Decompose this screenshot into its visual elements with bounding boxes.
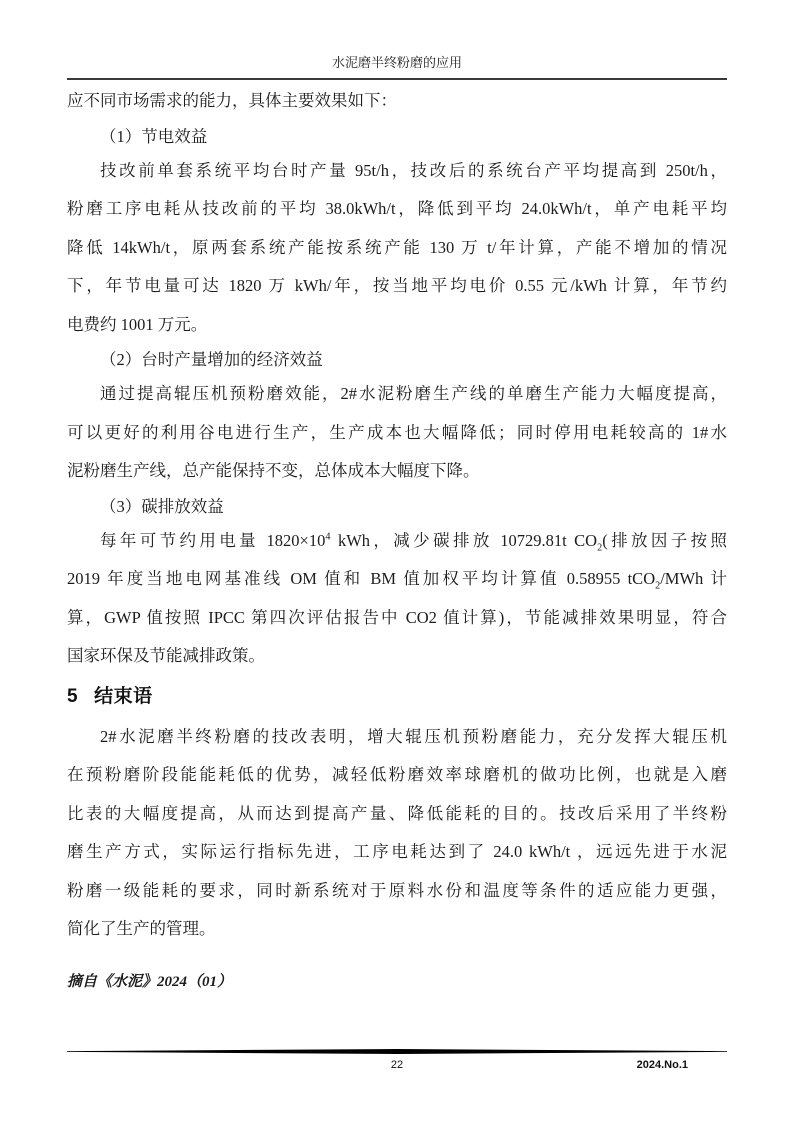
- text-line: [67, 452, 727, 491]
- issue-label: 2024.No.1: [636, 1059, 688, 1071]
- footer-rule: [67, 1049, 727, 1054]
- text-run: （3）碳排放效益: [100, 496, 224, 516]
- text-run: （2）台时产量增加的经济效益: [100, 350, 323, 369]
- text-run: 降低 14kWh/t，原两套系统产能按系统产能 130 万 t/年计算，产能不增加的情况: [67, 237, 727, 257]
- text-run: 2019 年度当地电网基准线 OM 值和 BM 值加权平均计算值 0.58955 tCO: [67, 569, 656, 588]
- subscript: 2: [597, 541, 603, 553]
- text-line: [67, 375, 727, 414]
- superscript: 4: [325, 531, 331, 542]
- text-line: [67, 910, 727, 949]
- text-line: [67, 82, 727, 121]
- paragraph: [67, 375, 727, 491]
- text-line: [67, 121, 727, 152]
- text-line: [67, 414, 727, 453]
- paragraph: [67, 152, 727, 345]
- source-note: [67, 967, 727, 997]
- text-run: kWh，减少碳排放 10729.81t CO: [330, 530, 598, 550]
- text-line: [67, 306, 727, 345]
- text-line: [67, 190, 727, 229]
- text-run: 下，年节电量可达 1820 万 kWh/年，按当地平均电价 0.55 元/kWh 计算，年节约: [67, 276, 727, 295]
- text-line: [67, 522, 727, 561]
- section-heading: [67, 676, 727, 718]
- paragraph: [67, 522, 727, 676]
- text-run: 粉磨工序电耗从技改前的平均 38.0kWh/t，降低到平均 24.0kWh/t，单产电耗平均: [67, 199, 727, 218]
- text-run: /MWh 计: [660, 569, 727, 588]
- header-rule: [67, 78, 727, 80]
- paragraph: [67, 344, 727, 375]
- page-number: 22: [390, 1059, 404, 1071]
- text-line: [67, 491, 727, 522]
- subscript: 2: [655, 580, 661, 592]
- paragraph: [67, 491, 727, 522]
- text-run: (排放因子按照: [602, 530, 727, 550]
- text-line: [67, 560, 727, 599]
- section-number: 5: [67, 685, 79, 707]
- text-line: [67, 718, 727, 757]
- text-line: [67, 795, 727, 834]
- running-title: 水泥磨半终粉磨的应用: [331, 55, 462, 70]
- section-title: 结束语: [94, 685, 153, 707]
- text-run: 2#水泥磨半终粉磨的技改表明，增大辊压机预粉磨能力，充分发挥大辊压机: [100, 726, 727, 746]
- text-line: [67, 872, 727, 911]
- text-run: 摘自《水泥》2024（01）: [67, 973, 233, 990]
- text-run: 技改前单套系统平均台时产量 95t/h，技改后的系统台产平均提高到 250t/h，: [100, 160, 727, 180]
- text-line: [67, 344, 727, 375]
- text-run: 可以更好的利用谷电进行生产，生产成本也大幅降低；同时停用电耗较高的 1#水: [67, 422, 727, 442]
- text-run: 在预粉磨阶段能能耗低的优势，减轻低粉磨效率球磨机的做功比例，也就是入磨: [67, 765, 727, 784]
- text-line: [67, 152, 727, 191]
- text-line: [67, 599, 727, 638]
- text-run: 简化了生产的管理。: [67, 919, 216, 938]
- text-line: [67, 637, 727, 676]
- page-header: [67, 54, 727, 80]
- text-run: （1）节电效益: [100, 126, 208, 146]
- article-body: [67, 82, 727, 997]
- text-line: [67, 967, 727, 997]
- text-line: [67, 229, 727, 268]
- text-line: [67, 833, 727, 872]
- text-run: 泥粉磨生产线，总产能保持不变，总体成本大幅度下降。: [67, 461, 480, 480]
- text-run: 电费约 1001 万元。: [67, 314, 208, 334]
- text-line: [67, 756, 727, 795]
- paragraph: [67, 718, 727, 949]
- text-run: 磨生产方式，实际运行指标先进，工序电耗达到了 24.0 kWh/t ，远远先进于水泥: [67, 842, 727, 861]
- text-run: 通过提高辊压机预粉磨效能，2#水泥粉磨生产线的单磨生产能力大幅度提高，: [100, 384, 727, 403]
- paragraph: [67, 82, 727, 121]
- text-run: 应不同市场需求的能力，具体主要效果如下：: [67, 91, 397, 110]
- paragraph: [67, 121, 727, 152]
- text-run: 粉磨一级能耗的要求，同时新系统对于原料水份和温度等条件的适应能力更强，: [67, 880, 727, 900]
- text-run: 比表的大幅度提高，从而达到提高产量、降低能耗的目的。技改后采用了半终粉: [67, 803, 727, 823]
- text-run: 算，GWP 值按照 IPCC 第四次评估报告中 CO2 值计算)，节能减排效果明显，符合: [67, 607, 727, 627]
- text-line: [67, 267, 727, 306]
- text-run: 国家环保及节能减排政策。: [67, 646, 265, 665]
- text-run: 每年可节约用电量 1820×10: [100, 530, 326, 550]
